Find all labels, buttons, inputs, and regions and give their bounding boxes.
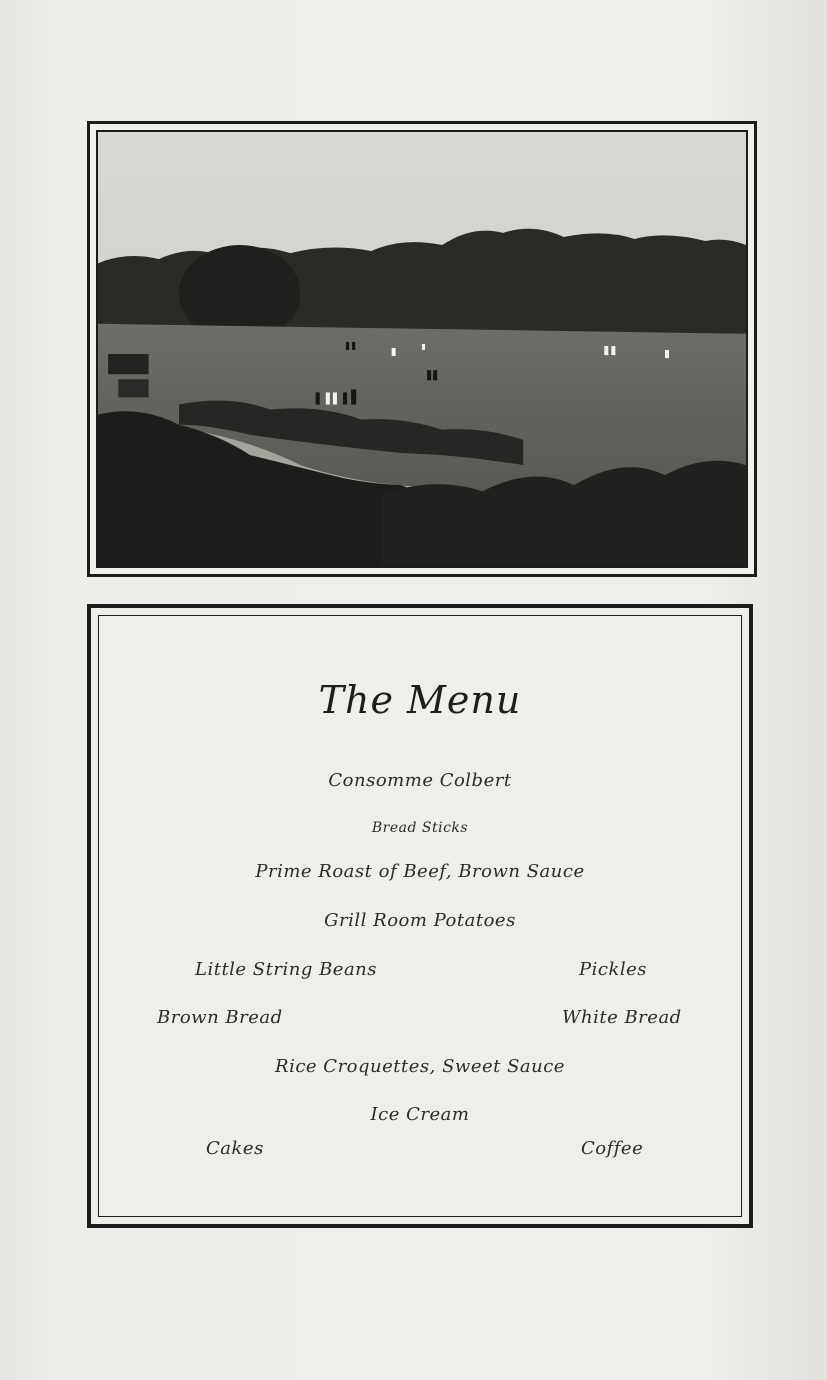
menu-item-croquettes: Rice Croquettes, Sweet Sauce xyxy=(275,1056,565,1077)
menu-item-bread-sticks: Bread Sticks xyxy=(371,820,469,836)
photo-frame xyxy=(87,121,757,577)
menu-item-roast: Prime Roast of Beef, Brown Sauce xyxy=(255,861,585,882)
menu-item-coffee: Coffee xyxy=(581,1138,644,1159)
menu-title: The Menu xyxy=(318,678,522,722)
menu-item-brown-bread: Brown Bread xyxy=(157,1007,283,1028)
menu-item-consomme: Consomme Colbert xyxy=(328,770,512,791)
menu-card xyxy=(87,604,753,1228)
menu-item-potatoes: Grill Room Potatoes xyxy=(324,910,516,931)
menu-item-cakes: Cakes xyxy=(206,1138,264,1159)
menu-item-pickles: Pickles xyxy=(579,959,648,980)
landscape-photo-drawing xyxy=(98,132,746,566)
menu-item-ice-cream: Ice Cream xyxy=(370,1104,470,1125)
menu-item-white-bread: White Bread xyxy=(562,1007,682,1028)
menu-item-beans: Little String Beans xyxy=(195,959,378,980)
landscape-photo xyxy=(96,130,748,568)
